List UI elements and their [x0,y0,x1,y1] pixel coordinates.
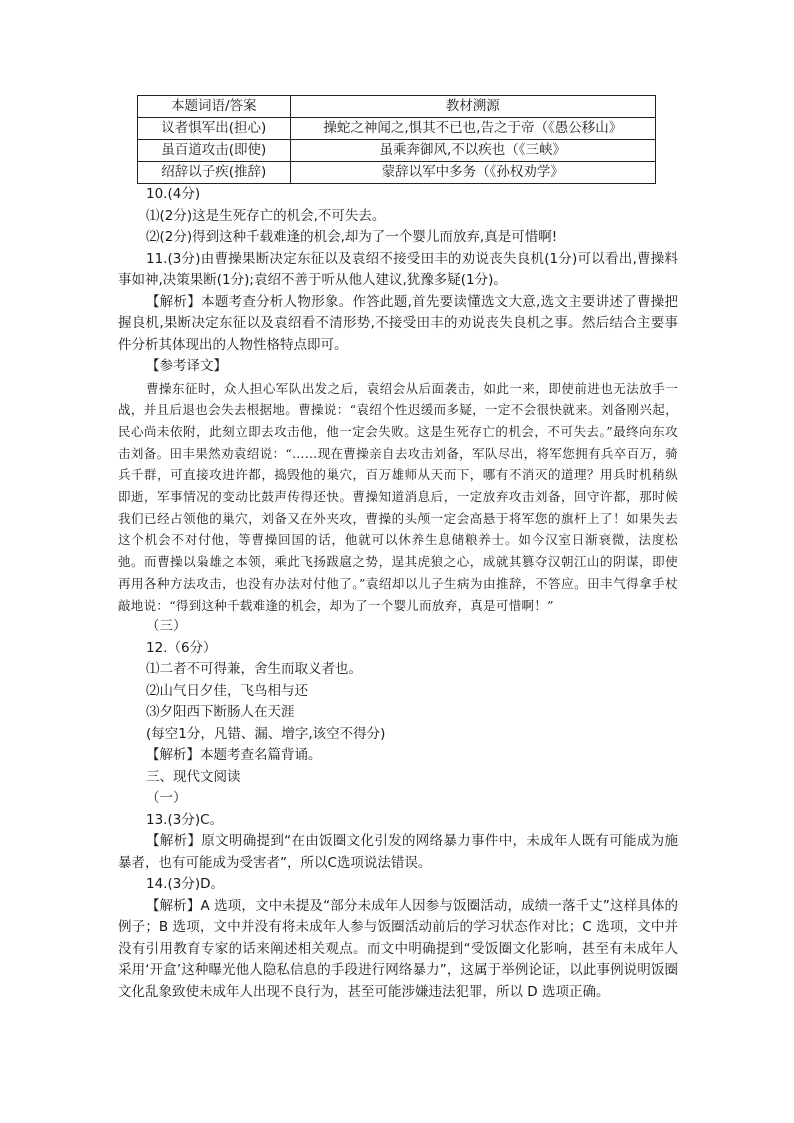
answer-line: ⑴(2分)这是生死存亡的机会,不可失去。 [146,207,386,224]
source-table [137,95,656,184]
analysis-paragraph: 【解析】原文明确提到“在由饭圈文化引发的网络暴力事件中，未成年人既有可能成为施暴者，也有可能成为受害者”，所以C选项说法错误。 [118,833,678,871]
table-header: 教材溯源 [290,96,655,118]
translation-paragraph: 曹操东征时，众人担心军队出发之后，袁绍会从后面袭击，如此一来，即使前进也无法放手一战，并且后退也会失去根据地。曹操说：“袁绍个性迟缓而多疑，一定不会很快就来。刘备刚兴起，民心尚未依附，此刻立即去攻击他，他一定会失败。这是生死存亡的机会，不可失去。”最终向东攻击刘备。田丰果然劝袁绍说：“……现在曹操亲自去攻击刘备，军队尽出，将军您拥有兵卒百万，骑兵千群，可直接攻进许都，捣毁他的巢穴，百万雄师从天而下，哪有不消灭的道理？用兵时机稍纵即逝，军事情况的变动比鼓声传得还快。曹操知道消息后，一定放弃攻击刘备，回守许都，那时候我们已经占领他的巢穴，刘备又在外夹攻，曹操的头颅一定会高悬于将军您的旗杆上了！如果失去这个机会不对付他，等曹操回国的话，他就可以休养生息储粮养士。如今汉室日渐衰微，法度松弛。而曹操以枭雄之本领，乘此飞扬跋扈之势，逞其虎狼之心，成就其篡夺汉朝江山的阴谋，即使再用各种方法攻击，也没有办法对付他了。”袁绍却以儿子生病为由推辞，不答应。田丰气得拿手杖敲地说：“得到这种千载难逢的机会，却为了一个婴儿而放弃，真是可惜啊！” [118,380,678,613]
table-cell: 操蛇之神闻之,惧其不已也,告之于帝（《愚公移山》 [290,118,655,140]
section-heading: （一） [146,790,187,807]
table-cell: 虽乘奔御风,不以疾也（《三峡》 [290,140,655,162]
question-10-heading: 10.(4分) [146,186,201,202]
table-header-row [138,96,656,118]
section-heading: （三） [146,618,187,635]
table-row [138,162,656,184]
answer-line: ⑵山气日夕佳，飞鸟相与还 [146,682,308,699]
analysis-paragraph: 【解析】本题考查名篇背诵。 [146,747,322,764]
table-row [138,140,656,162]
table-header: 本题词语/答案 [138,96,291,118]
question-11-answer: 11.(3分)由曹操果断决定东征以及袁绍不接受田丰的劝说丧失良机(1分)可以看出,曹操料事如神,决策果断(1分);袁绍不善于听从他人建议,犹豫多疑(1分)。 [118,250,678,288]
analysis-paragraph: 【解析】A 选项，文中未提及“部分未成年人因参与饭圈活动，成绩一落千丈”这样具体的例子；B 选项，文中并没有将未成年人参与饭圈活动前后的学习状态作对比；C 选项，文中并没有引用教育专家的话来阐述相关观点。而文中明确提到“受饭圈文化影响，甚至有未成年人采用‘开盒’这种曝光他人隐私信息的手段进行网络暴力”，这属于举例论证，以此事例说明饭圈文化乱象致使未成年人出现不良行为，甚至可能涉嫌违法犯罪，所以 D 选项正确。 [118,897,678,1000]
answer-line: ⑶夕阳西下断肠人在天涯 [146,704,295,721]
question-14-answer: 14.(3分)D。 [146,876,224,893]
table-cell: 蒙辞以军中多务（《孙权劝学》 [290,162,655,184]
table-cell: 议者惧军出(担心) [138,118,291,140]
scoring-note: (每空1分，凡错、漏、增字,该空不得分) [146,725,386,742]
analysis-paragraph: 【解析】本题考查分析人物形象。作答此题,首先要读懂选文大意,选文主要讲述了曹操把握良机,果断决定东征以及袁绍看不清形势,不接受田丰的劝说丧失良机之事。然后结合主要事件分析其体现出的人物性格特点即可。 [118,293,678,353]
table-cell: 绍辞以子疾(推辞) [138,162,291,184]
translation-heading: 【参考译文】 [146,358,227,374]
answer-line: ⑵(2分)得到这种千载难逢的机会,却为了一个婴儿而放弃,真是可惜啊! [146,229,558,245]
question-12-heading: 12.（6分） [146,639,217,656]
section-heading: 三、现代文阅读 [146,768,241,785]
question-13-answer: 13.(3分)C。 [146,811,224,828]
table-cell: 虽百道攻击(即使) [138,140,291,162]
answer-content [118,184,678,1003]
answer-line: ⑴二者不可得兼，舍生而取义者也。 [146,661,362,678]
table-row [138,118,656,140]
